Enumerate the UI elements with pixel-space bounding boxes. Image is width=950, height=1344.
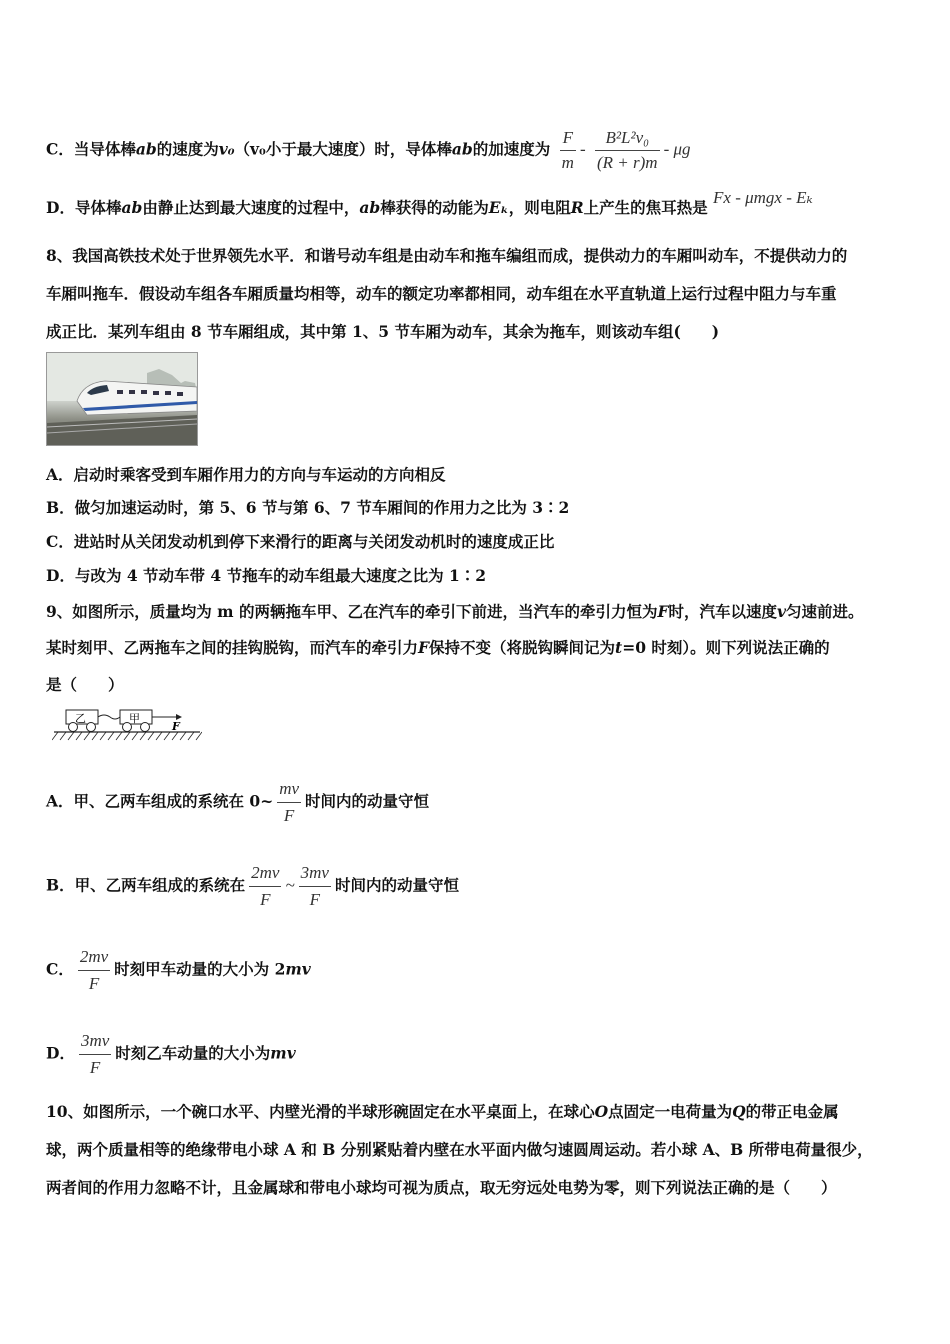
q10-stem-line3: 两者间的作用力忽略不计，且金属球和带电小球均可视为质点，取无穷远处电势为零，则下列说法正确的是（ ） xyxy=(46,1178,837,1197)
q8-stem-line3: 成正比．某列车组由 8 节车厢组成，其中第 1、5 节车厢为动车，其余为拖车，则该动车组( ) xyxy=(46,322,720,341)
q9-stem-line1: 9、如图所示，质量均为 m 的两辆拖车甲、乙在汽车的牵引下前进，当汽车的牵引力恒为F时，汽车以速度v匀速前进。 xyxy=(46,602,864,621)
q7-d-formula: Fx - μmgx - Eₖ xyxy=(713,188,813,207)
diagram-label-f: F xyxy=(172,720,180,733)
q8-option-d: D．与改为 4 节动车带 4 节拖车的动车组最大速度之比为 1∶2 xyxy=(46,566,487,585)
q9-a-fraction: $\frac{mv}{F}$ xyxy=(279,779,300,825)
q9-b-fraction-1: $\frac{2mv}{F}$ xyxy=(251,863,280,909)
q8-stem-line1: 8、我国高铁技术处于世界领先水平．和谐号动车组是由动车和拖车编组而成，提供动力的车厢叫动车，不提供动力的 xyxy=(46,246,848,265)
q9-stem-line3: 是（ ） xyxy=(46,675,124,694)
q8-option-a: A．启动时乘客受到车厢作用力的方向与车运动的方向相反 xyxy=(46,465,446,484)
q10-stem-line1: 10、如图所示，一个碗口水平、内壁光滑的半球形碗固定在水平桌面上，在球心O点固定一电荷量为Q的带正电金属 xyxy=(46,1102,839,1121)
diagram-label-jia: 甲 xyxy=(129,712,140,725)
q8-option-b: B．做匀加速运动时，第 5、6 节与第 6、7 节车厢间的作用力之比为 3∶2 xyxy=(46,498,570,517)
q9-option-d: D． $\frac{3mv}{F}$ 时刻乙车动量的大小为mv xyxy=(46,1031,296,1077)
q9-option-b: B．甲、乙两车组成的系统在 $\frac{2mv}{F}$ ~ $\frac{3mv}{F}$ 时间内的动量守恒 xyxy=(46,863,459,909)
q8-option-c: C．进站时从关闭发动机到停下来滑行的距离与关闭发动机时的速度成正比 xyxy=(46,532,555,551)
q9-d-fraction: $\frac{3mv}{F}$ xyxy=(80,1031,110,1077)
q9-c-fraction: $\frac{2mv}{F}$ xyxy=(79,947,109,993)
q9-stem-line2: 某时刻甲、乙两拖车之间的挂钩脱钩，而汽车的牵引力F保持不变（将脱钩瞬间记为t=0 时刻）。则下列说法正确的 xyxy=(46,638,830,657)
q10-stem-line2: 球，两个质量相等的绝缘带电小球 A 和 B 分别紧贴着内壁在水平面内做匀速圆周运动。若小球 A、B 所带电荷量很少， xyxy=(46,1140,873,1159)
q7-option-c: C．当导体棒ab的速度为v₀（v₀小于最大速度）时，导体棒ab的加速度为 $\frac{F}{m}$ - $\frac{\text{B²L²v₀}}{(R + r)m}$ - μg xyxy=(46,128,691,172)
towed-carts-diagram xyxy=(52,702,202,742)
train-illustration xyxy=(47,353,197,445)
q7-option-d: D．导体棒ab由静止达到最大速度的过程中，ab棒获得的动能为Eₖ，则电阻R上产生的焦耳热是 Fx - μmgx - Eₖ xyxy=(46,188,813,217)
diagram-label-yi: 乙 xyxy=(75,712,86,725)
q9-b-fraction-2: $\frac{3mv}{F}$ xyxy=(300,863,329,909)
q7-c-fraction-f-over-m: $\frac{F}{m}$ xyxy=(561,128,574,172)
q8-stem-line2: 车厢叫拖车．假设动车组各车厢质量均相等，动车的额定功率都相同，动车组在水平直轨道上运行过程中阻力与车重 xyxy=(46,284,837,303)
high-speed-train-photo xyxy=(46,352,198,446)
q9-option-c: C． $\frac{2mv}{F}$ 时刻甲车动量的大小为 2mv xyxy=(46,947,311,993)
q9-option-a: A．甲、乙两车组成的系统在 0~ $\frac{mv}{F}$ 时间内的动量守恒 xyxy=(46,779,430,825)
q7-c-fraction-induction: $\frac{\text{B²L²v₀}}{(R + r)m}$ xyxy=(597,128,658,172)
